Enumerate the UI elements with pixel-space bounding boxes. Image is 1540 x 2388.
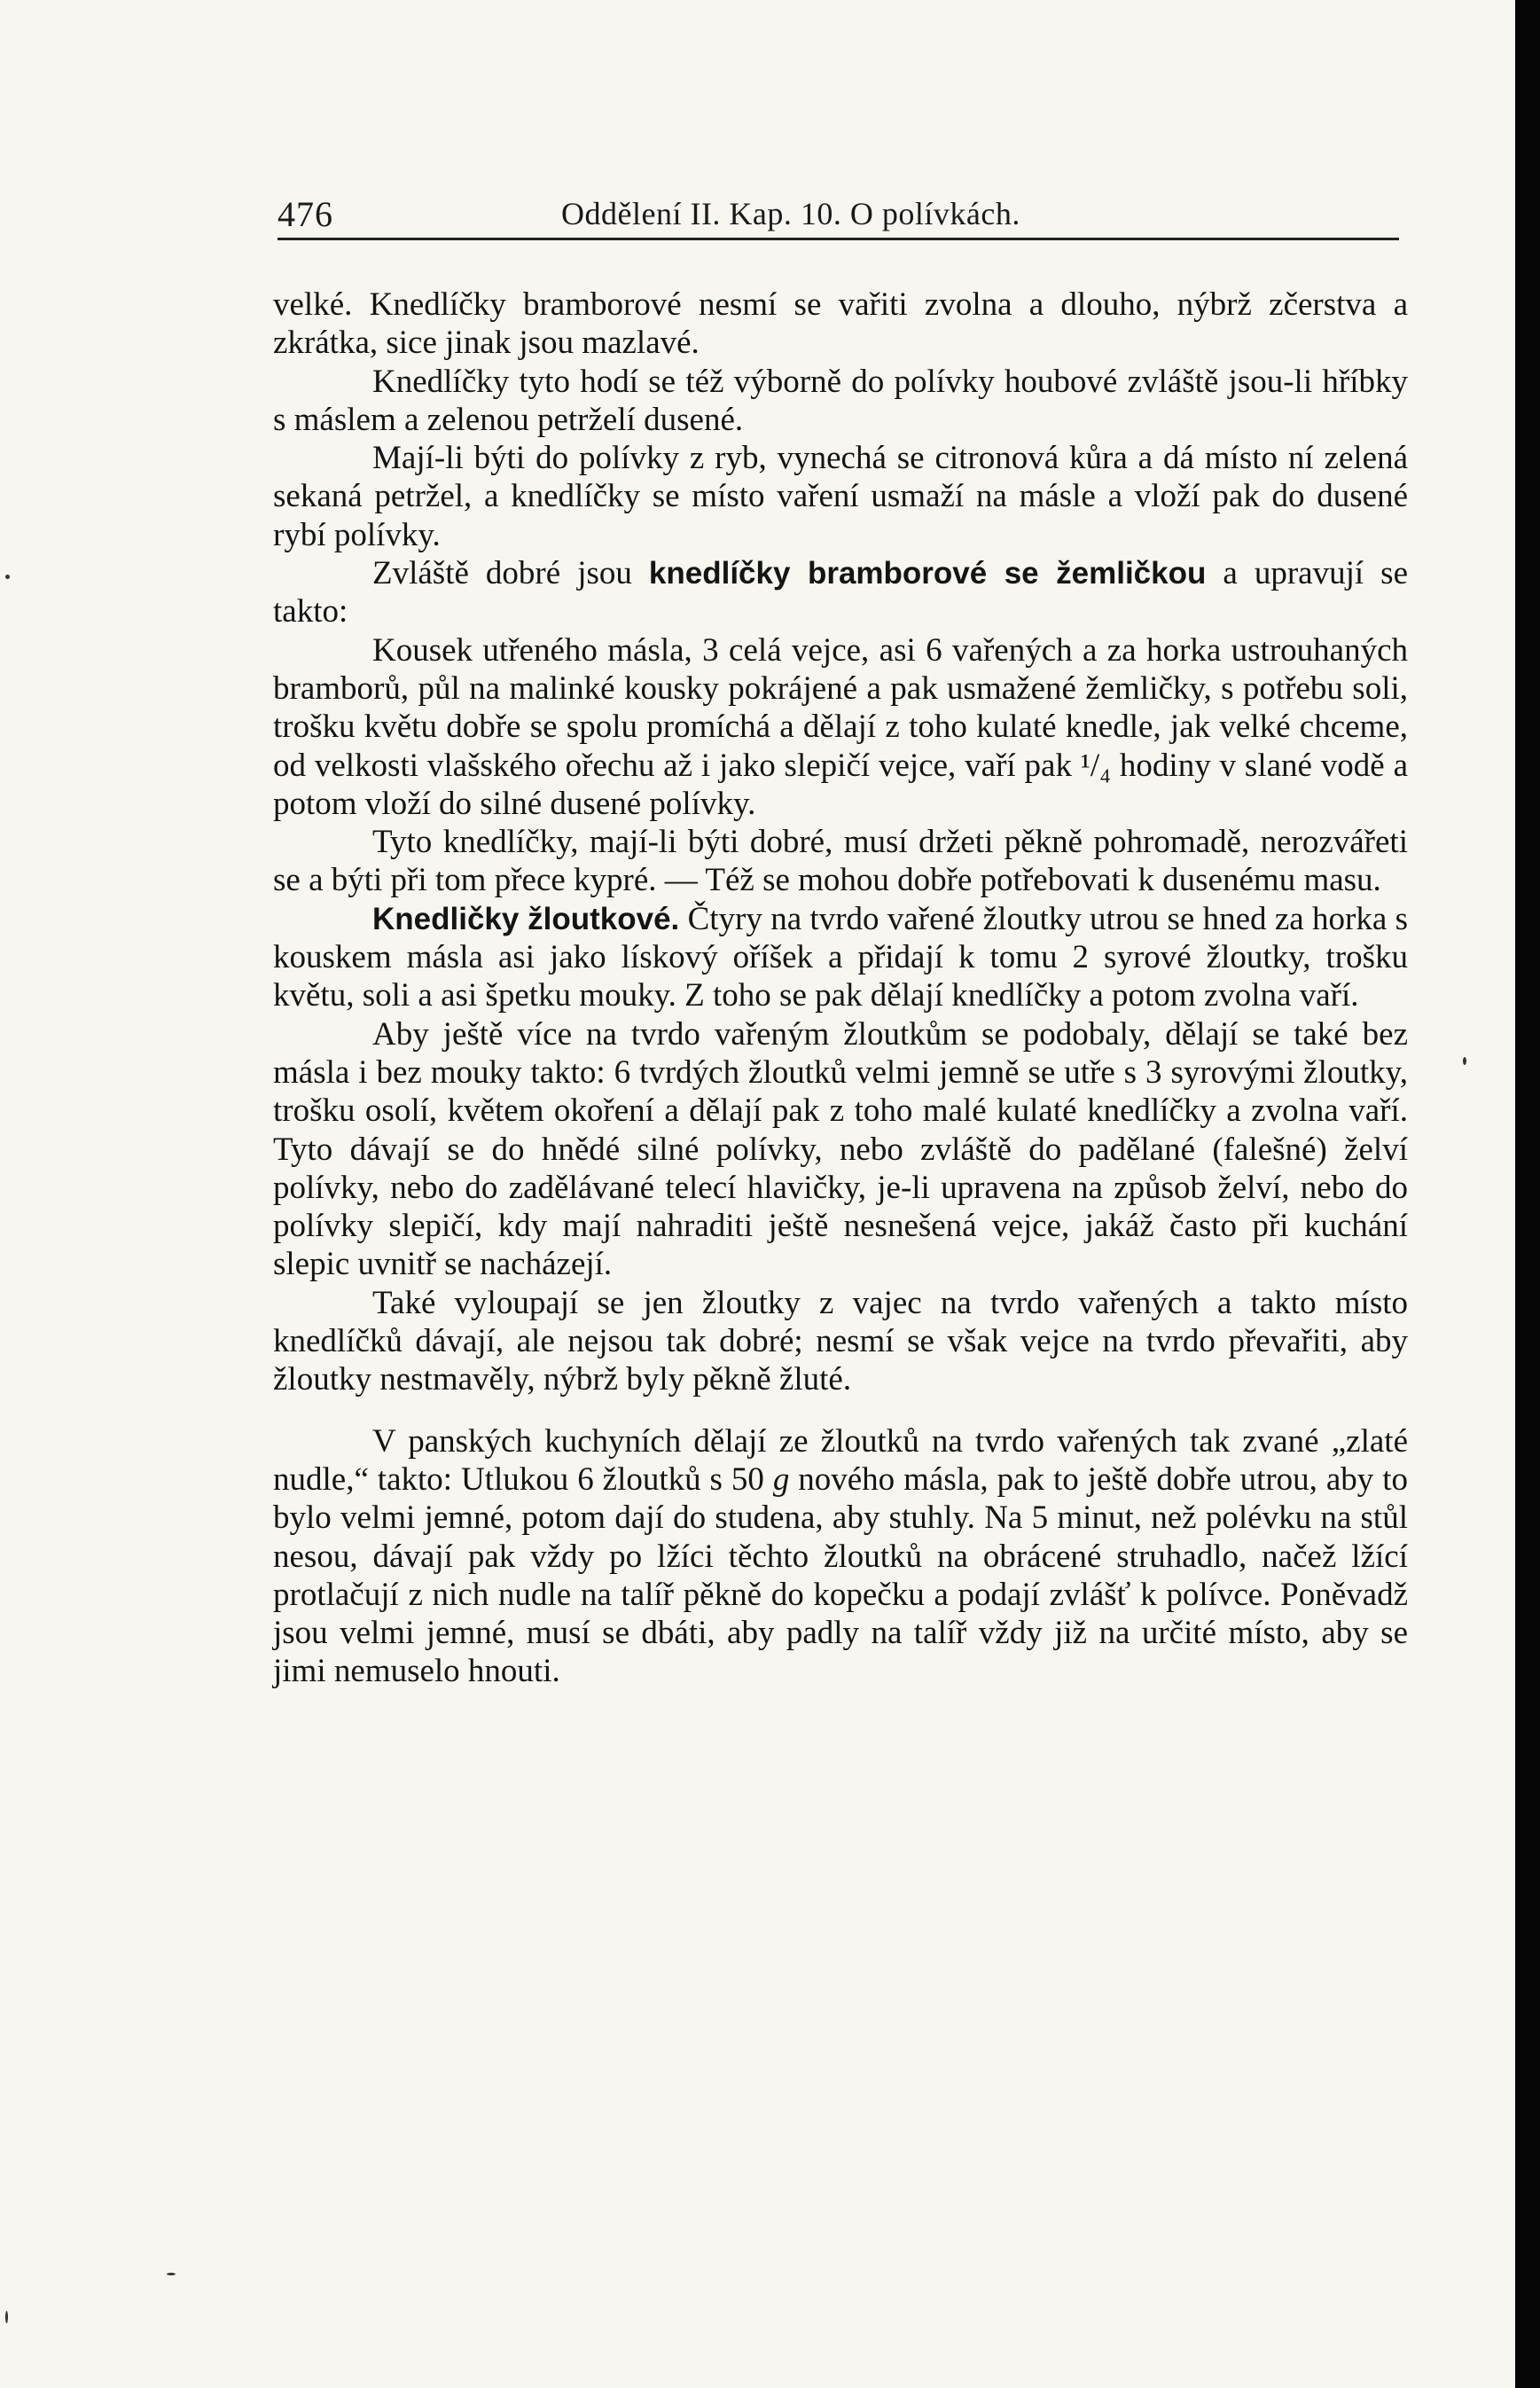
scan-border — [1515, 0, 1540, 2388]
unit-gram: g — [772, 1460, 790, 1498]
recipe-title-potato-dumplings: knedlíčky bramborové se žemličkou — [648, 556, 1207, 591]
running-title: Oddělení II. Kap. 10. O polívkách. — [561, 196, 1020, 231]
paragraph-2: Knedlíčky tyto hodí se též výborně do polívky houbové zvláště jsou-li hříbky s máslem a zelenou petrželí dusené. — [273, 363, 1408, 438]
paragraph-10-end: nového másla, pak to ještě dobře utrou, aby to bylo velmi jemné, potom dají do studena, aby stuhly. Na 5 minut, než polévku na stůl nesou, dávají pak vždy po lžíci těchto žloutků na obrácené struhadlo, načež lžící protlačují z nich nudle na talíř pěkně do kopečku a podají zvlášť k polívce. Poněvadž jsou velmi jemné, musí se dbáti, aby padly na talíř vždy již na určité místo, aby se jimi nemuselo hnouti. — [273, 1460, 1408, 1690]
scan-speck — [5, 575, 10, 579]
paragraph-8: Aby ještě více na tvrdo vařeným žloutkům se podobaly, dělají se také bez másla i bez mouky takto: 6 tvrdých žloutků velmi jemně se utře s 3 syrovými žloutky, trošku osolí, květem okoření a dělají pak z toho malé kulaté knedlíčky a zvolna vaří. Tyto dávají se do hnědé silné polívky, nebo zvláště do padělané (falešné) želví polívky, nebo do zadělávané telecí hlavičky, je-li upravena na způsob želví, nebo do polívky slepičí, kdy mají nahraditi ještě nesnešená vejce, jakáž často při kuchání slepic uvnitř se nacházejí. — [273, 1015, 1408, 1283]
paragraph-4-text: Zvláště dobré jsou — [372, 555, 649, 592]
scan-speck — [167, 2273, 176, 2275]
paragraph-1: velké. Knedlíčky bramborové nesmí se vařiti zvolna a dlouho, nýbrž zčerstva a zkrátka, sice jinak jsou mazlavé. — [273, 286, 1408, 362]
paragraph-9: Také vyloupají se jen žloutky z vajec na tvrdo vařených a takto místo knedlíčků dávají, ale nejsou tak dobré; nesmí se však vejce na tvrdo převařiti, aby žloutky nestmavěly, nýbrž byly pěkně žluté. — [273, 1284, 1408, 1398]
scan-speck — [1463, 1057, 1466, 1065]
paragraph-3: Mají-li býti do polívky z ryb, vynechá se citronová kůra a dá místo ní zelená sekaná petržel, a knedlíčky se místo vaření usmaží na másle a vloží pak do dusené rybí polívky. — [273, 440, 1408, 553]
paragraph-10 — [273, 1422, 1408, 1691]
page-header — [278, 193, 1399, 240]
paragraph-4 — [273, 554, 1408, 631]
recipe-title-yolk-dumplings: Knedličky žloutkové. — [372, 901, 680, 936]
paragraph-7 — [273, 900, 1408, 1015]
scan-speck — [5, 2311, 8, 2323]
paragraph-7-text: Čtyry na tvrdo vařené žloutky utrou se hned za horka s kouskem másla asi jako lískový oříšek a přidají k tomu 2 syrové žloutky, trošku květu, soli a asi špetku mouky. Z toho se pak dělají knedlíčky a potom zvolna vaří. — [273, 900, 1408, 1014]
page-number: 476 — [278, 194, 333, 234]
paragraph-5: Kousek utřeného másla, 3 celá vejce, asi 6 vařených a za horka ustrouhaných bramborů, půl na malinké kousky pokrájené a pak usmažené žemličky, s potřebu soli, trošku květu dobře se spolu promíchá a dělají z toho kulaté knedle, jak velké chceme, od velkosti vlašského ořechu až i jako slepičí vejce, vaří pak ¹/₄ hodiny v slané vodě a potom vloží do silné dusené polívky. — [273, 631, 1408, 822]
paragraph-6: Tyto knedlíčky, mají-li býti dobré, musí držeti pěkně pohromadě, nerozvářeti se a býti při tom přece kypré. — Též se mohou dobře potřebovati k dusenému masu. — [273, 824, 1408, 899]
paragraph-10-text: V panských kuchyních dělají ze žloutků na tvrdo vařených tak zvané „zlaté nudle,“ takto: Utlukou 6 žloutků s 50 — [273, 1422, 1408, 1498]
page-body — [273, 286, 1408, 1691]
paragraph-4-end: a upravují se takto: — [273, 555, 1409, 630]
